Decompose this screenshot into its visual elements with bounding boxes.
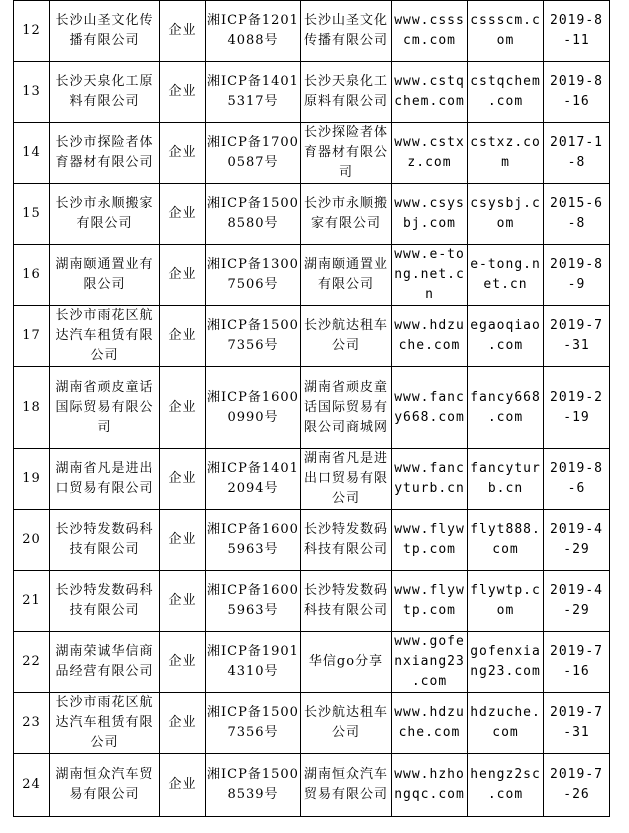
site-name-cell: 长沙天泉化工原料有限公司 [301, 62, 392, 123]
site-name-cell: 长沙特发数码科技有限公司 [301, 571, 392, 632]
company-name-cell: 湖南恒众汽车贸易有限公司 [50, 754, 160, 817]
entity-type-cell: 企业 [160, 123, 206, 184]
table-row [14, 571, 610, 632]
table-row [14, 693, 610, 754]
date-cell: 2017-1 -8 [544, 123, 610, 184]
domain-cell: fancytur b.cn [468, 449, 544, 510]
date-cell: 2019-8 -11 [544, 1, 610, 62]
domain-cell: e-tong.n et.cn [468, 245, 544, 306]
company-name-cell: 长沙山圣文化传播有限公司 [50, 1, 160, 62]
company-name-cell: 长沙市雨花区航达汽车租赁有限公司 [50, 306, 160, 367]
entity-type-cell: 企业 [160, 449, 206, 510]
domain-cell: cstqchem .com [468, 62, 544, 123]
icp-number-cell: 湘ICP备16000990号 [206, 367, 301, 449]
date-cell: 2019-7 -31 [544, 693, 610, 754]
site-name-cell: 湖南省顽皮童话国际贸易有限公司商城网 [301, 367, 392, 449]
entity-type-cell: 企业 [160, 632, 206, 693]
company-name-cell: 长沙市雨花区航达汽车租赁有限公司 [50, 693, 160, 754]
icp-number-cell: 湘ICP备15008580号 [206, 184, 301, 245]
site-name-cell: 湖南颐通置业有限公司 [301, 245, 392, 306]
row-number-cell: 21 [14, 571, 50, 632]
row-number-cell: 22 [14, 632, 50, 693]
icp-number-cell: 湘ICP备16005963号 [206, 510, 301, 571]
company-name-cell: 湖南颐通置业有限公司 [50, 245, 160, 306]
domain-cell: egaoqiao .com [468, 306, 544, 367]
table-row [14, 510, 610, 571]
site-name-cell: 长沙航达租车公司 [301, 306, 392, 367]
date-cell: 2019-2 -19 [544, 367, 610, 449]
table-row [14, 367, 610, 449]
company-name-cell: 长沙特发数码科技有限公司 [50, 571, 160, 632]
site-url-cell: www.fanc y668.com [392, 367, 468, 449]
entity-type-cell: 企业 [160, 184, 206, 245]
entity-type-cell: 企业 [160, 367, 206, 449]
site-name-cell: 湖南省凡是进出口贸易有限公司 [301, 449, 392, 510]
icp-number-cell: 湘ICP备15008539号 [206, 754, 301, 817]
date-cell: 2019-8 -9 [544, 245, 610, 306]
icp-number-cell: 湘ICP备13007506号 [206, 245, 301, 306]
site-url-cell: www.csys bj.com [392, 184, 468, 245]
table-row [14, 306, 610, 367]
site-name-cell: 长沙山圣文化传播有限公司 [301, 1, 392, 62]
entity-type-cell: 企业 [160, 571, 206, 632]
row-number-cell: 19 [14, 449, 50, 510]
site-name-cell: 长沙探险者体育器材有限公司 [301, 123, 392, 184]
icp-number-cell: 湘ICP备15007356号 [206, 306, 301, 367]
site-name-cell: 长沙市永顺搬家有限公司 [301, 184, 392, 245]
site-name-cell: 湖南恒众汽车贸易有限公司 [301, 754, 392, 817]
date-cell: 2019-7 -16 [544, 632, 610, 693]
row-number-cell: 14 [14, 123, 50, 184]
table-row [14, 754, 610, 817]
site-url-cell: www.flyw tp.com [392, 510, 468, 571]
entity-type-cell: 企业 [160, 62, 206, 123]
table-body [14, 1, 610, 817]
date-cell: 2019-4 -29 [544, 510, 610, 571]
table-row [14, 184, 610, 245]
table-row [14, 1, 610, 62]
table-row [14, 245, 610, 306]
date-cell: 2019-7 -26 [544, 754, 610, 817]
company-name-cell: 湖南荣诚华信商品经营有限公司 [50, 632, 160, 693]
date-cell: 2019-8 -16 [544, 62, 610, 123]
table-row [14, 449, 610, 510]
company-name-cell: 长沙市探险者体育器材有限公司 [50, 123, 160, 184]
domain-cell: flyt888. com [468, 510, 544, 571]
domain-cell: hdzuche. com [468, 693, 544, 754]
site-url-cell: www.e-to ng.net.c n [392, 245, 468, 306]
row-number-cell: 24 [14, 754, 50, 817]
site-url-cell: www.hdzu che.com [392, 693, 468, 754]
entity-type-cell: 企业 [160, 693, 206, 754]
site-url-cell: www.fanc yturb.cn [392, 449, 468, 510]
site-name-cell: 长沙特发数码科技有限公司 [301, 510, 392, 571]
date-cell: 2015-6 -8 [544, 184, 610, 245]
site-url-cell: www.hzho ngqc.com [392, 754, 468, 817]
row-number-cell: 15 [14, 184, 50, 245]
domain-cell: flywtp.c om [468, 571, 544, 632]
site-url-cell: www.hdzu che.com [392, 306, 468, 367]
site-url-cell: www.gofe nxiang23 .com [392, 632, 468, 693]
icp-number-cell: 湘ICP备17000587号 [206, 123, 301, 184]
company-name-cell: 湖南省凡是进出口贸易有限公司 [50, 449, 160, 510]
domain-cell: hengz2sc .com [468, 754, 544, 817]
site-name-cell: 长沙航达租车公司 [301, 693, 392, 754]
date-cell: 2019-7 -31 [544, 306, 610, 367]
icp-number-cell: 湘ICP备14012094号 [206, 449, 301, 510]
company-name-cell: 湖南省顽皮童话国际贸易有限公司 [50, 367, 160, 449]
table-row [14, 123, 610, 184]
domain-cell: csysbj.c om [468, 184, 544, 245]
entity-type-cell: 企业 [160, 1, 206, 62]
site-url-cell: www.csss cm.com [392, 1, 468, 62]
icp-number-cell: 湘ICP备14015317号 [206, 62, 301, 123]
table-row [14, 62, 610, 123]
icp-record-table [13, 0, 610, 817]
site-url-cell: www.cstx z.com [392, 123, 468, 184]
domain-cell: cstxz.co m [468, 123, 544, 184]
icp-number-cell: 湘ICP备15007356号 [206, 693, 301, 754]
row-number-cell: 18 [14, 367, 50, 449]
row-number-cell: 16 [14, 245, 50, 306]
table-row [14, 632, 610, 693]
icp-number-cell: 湘ICP备16005963号 [206, 571, 301, 632]
site-url-cell: www.cstq chem.com [392, 62, 468, 123]
entity-type-cell: 企业 [160, 754, 206, 817]
domain-cell: csssсm.c om [468, 1, 544, 62]
row-number-cell: 17 [14, 306, 50, 367]
domain-cell: fancy668 .com [468, 367, 544, 449]
entity-type-cell: 企业 [160, 245, 206, 306]
date-cell: 2019-4 -29 [544, 571, 610, 632]
row-number-cell: 12 [14, 1, 50, 62]
company-name-cell: 长沙天泉化工原料有限公司 [50, 62, 160, 123]
domain-cell: gofenxia ng23.com [468, 632, 544, 693]
row-number-cell: 23 [14, 693, 50, 754]
entity-type-cell: 企业 [160, 510, 206, 571]
row-number-cell: 13 [14, 62, 50, 123]
site-name-cell: 华信go分享 [301, 632, 392, 693]
company-name-cell: 长沙市永顺搬家有限公司 [50, 184, 160, 245]
entity-type-cell: 企业 [160, 306, 206, 367]
site-url-cell: www.flyw tp.com [392, 571, 468, 632]
company-name-cell: 长沙特发数码科技有限公司 [50, 510, 160, 571]
icp-number-cell: 湘ICP备19014310号 [206, 632, 301, 693]
date-cell: 2019-8 -6 [544, 449, 610, 510]
row-number-cell: 20 [14, 510, 50, 571]
icp-number-cell: 湘ICP备12014088号 [206, 1, 301, 62]
